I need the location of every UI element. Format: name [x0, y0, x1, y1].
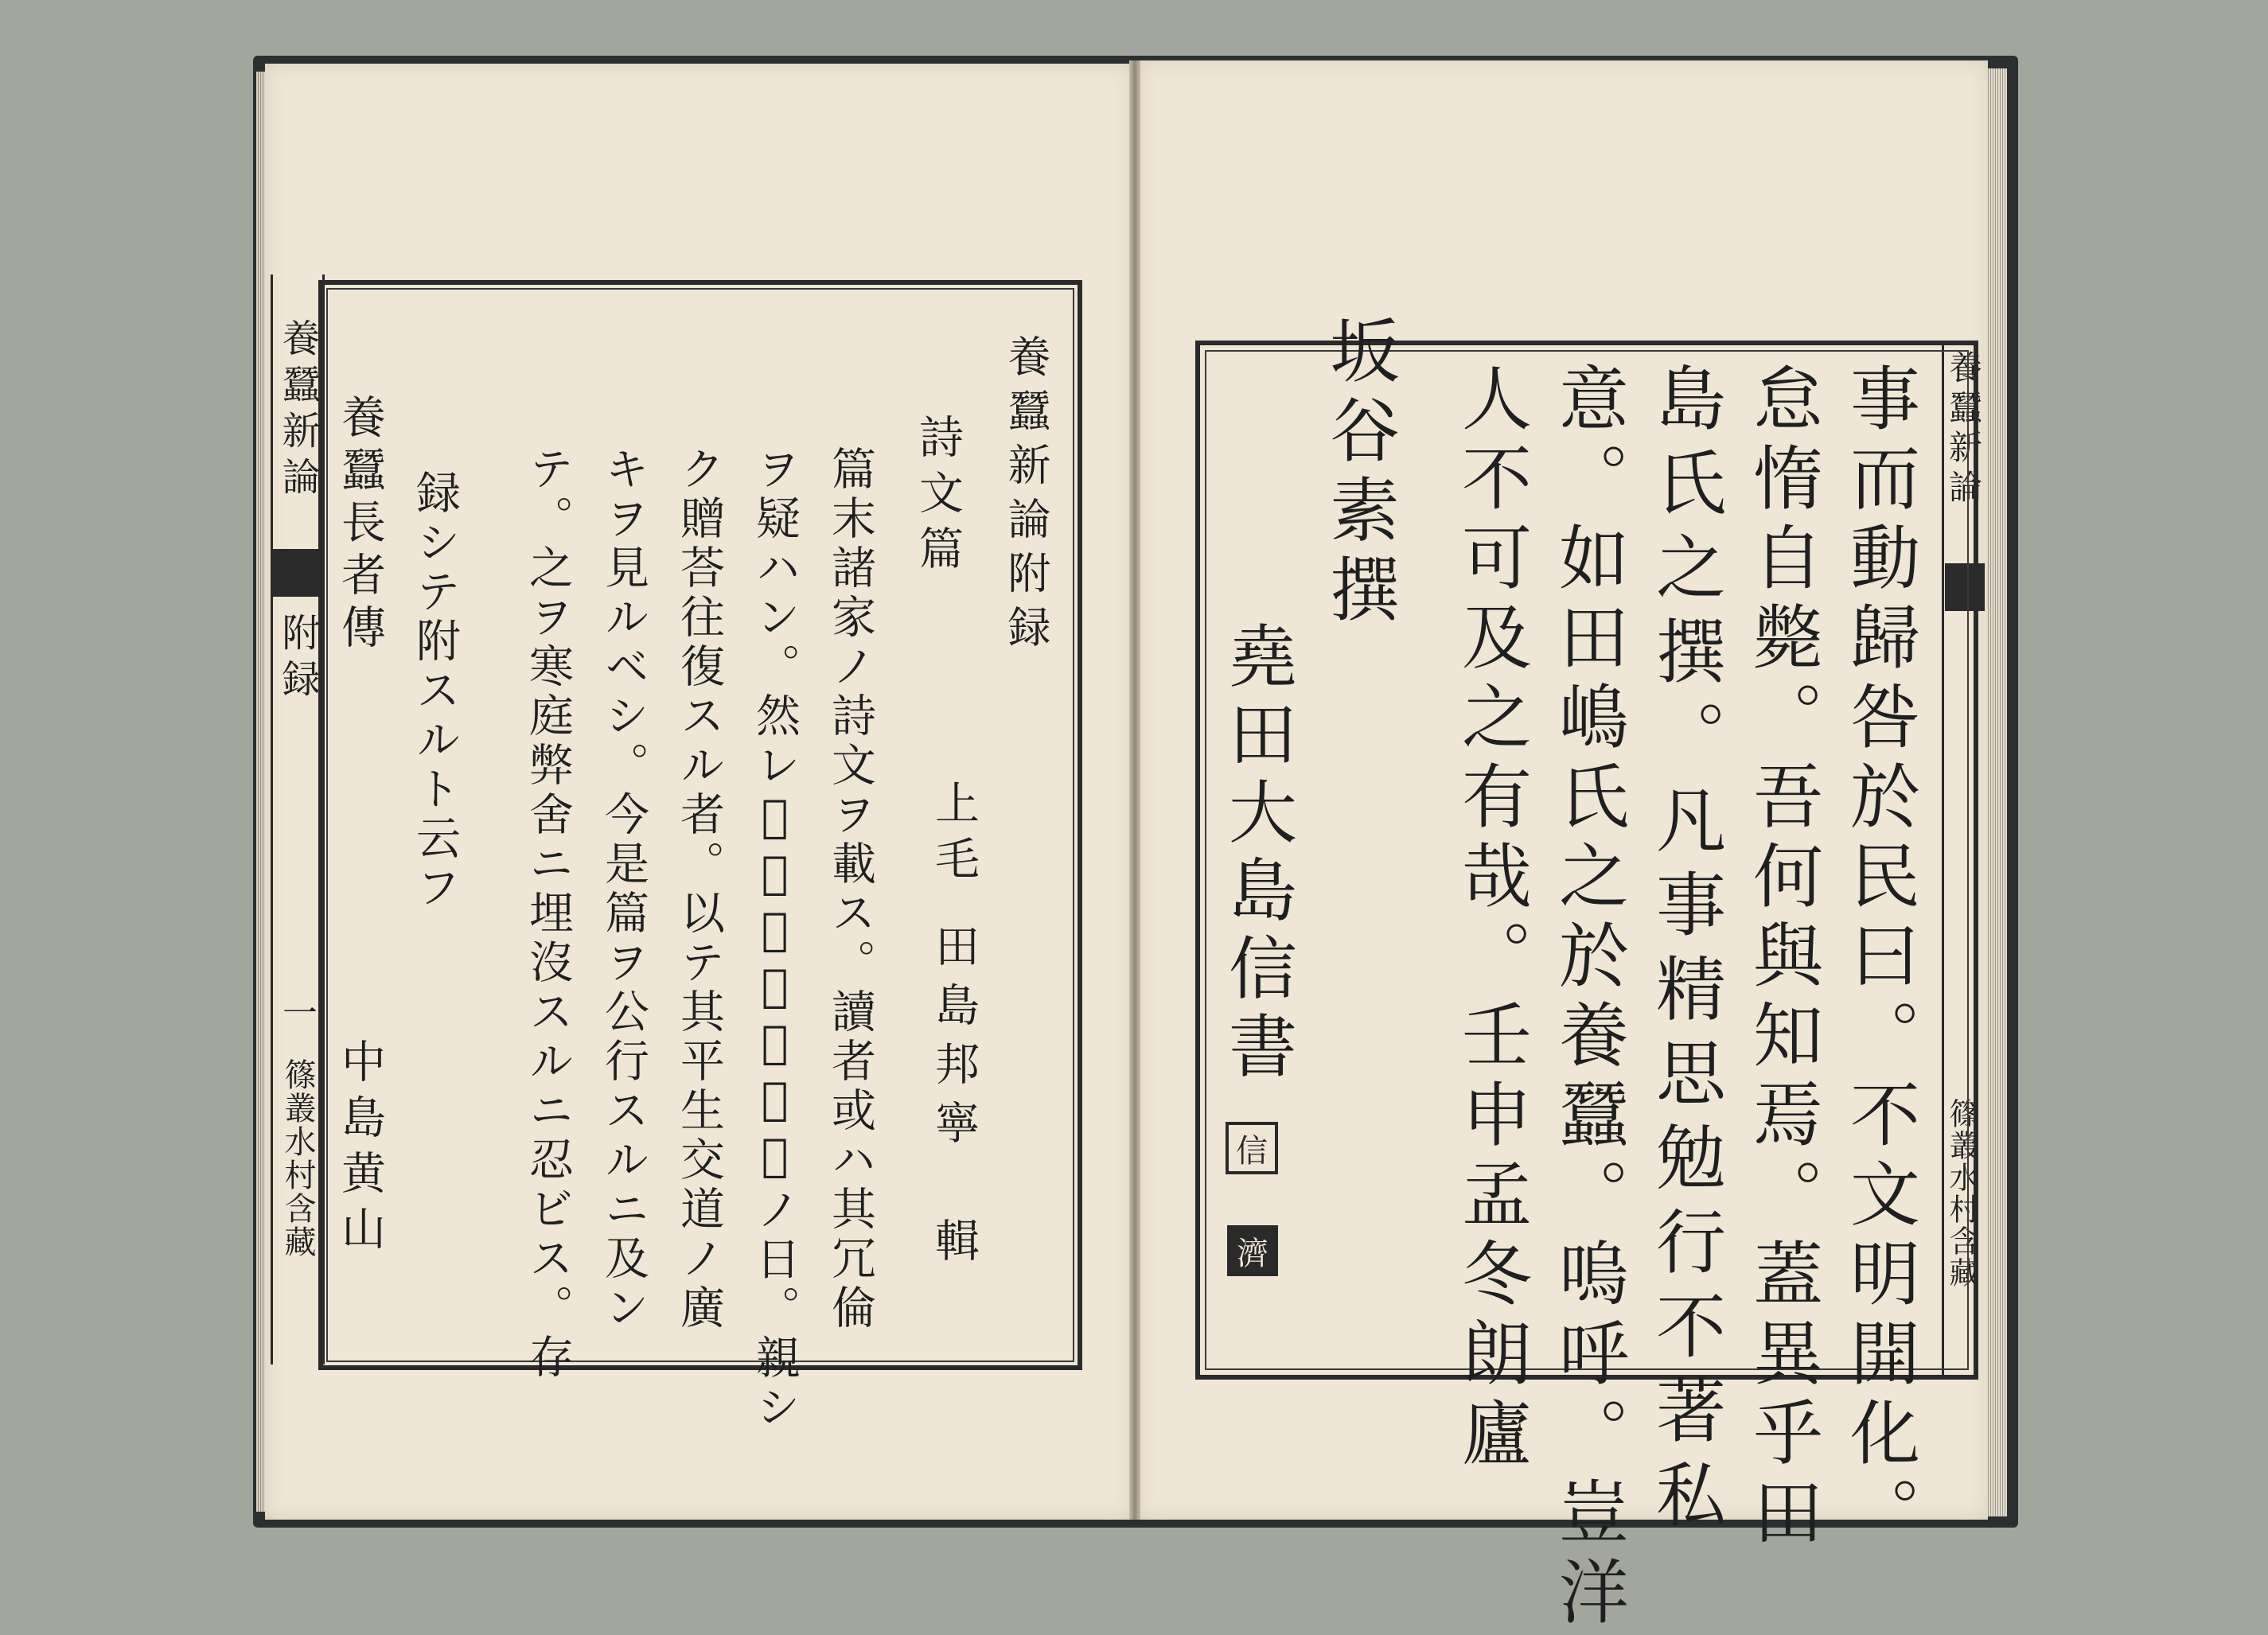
author-name: 中島黄山: [334, 1038, 386, 1261]
right-body-line-6: 坂谷素撰: [1319, 314, 1401, 633]
right-body-line-1: 事而動歸咎於民曰。不文明開化。: [1839, 362, 1921, 1555]
seal-stamp-2: [1227, 1225, 1278, 1276]
left-heading-column: 養蠶新論附録: [1001, 334, 1051, 659]
left-margin-black-band: [273, 549, 322, 597]
left-margin-section: 附録: [275, 613, 320, 705]
editor-name: 田島邦寧: [928, 923, 980, 1158]
right-margin-title: 養蠶新論: [1944, 350, 1983, 509]
page-edges-right: [1986, 68, 2007, 1516]
left-margin-title: 養蠶新論: [275, 318, 320, 503]
right-margin-owner: 篠叢水村含藏: [1944, 1098, 1979, 1289]
left-margin-page-number: 一: [276, 995, 317, 1030]
left-margin-owner: 篠叢水村含藏: [279, 1058, 316, 1259]
section-title: 詩文篇: [912, 414, 964, 581]
editor-role: 輯: [928, 1217, 980, 1267]
right-body-line-4: 意。如田嶋氏之於養蠶。嗚呼。豈洋: [1548, 362, 1630, 1635]
seal-stamp-1: [1226, 1122, 1278, 1174]
left-body-line-6: 録シテ附スルト云フ: [409, 469, 461, 913]
editor-place: 上毛: [928, 780, 980, 891]
sub-title: 養蠶長者傳: [334, 394, 386, 656]
left-body-line-3: ク贈荅往復スル者。以テ其平生交道ノ廣: [673, 446, 725, 1333]
seal-2-text: 濟: [1237, 1235, 1268, 1272]
right-body-line-2: 怠惰自斃。吾何與知焉。蓋異乎田: [1742, 362, 1824, 1555]
book-gutter: [1129, 60, 1140, 1520]
right-body-line-5: 人不可及之有哉。壬申孟冬朗廬: [1451, 362, 1533, 1476]
left-body-line-5: テ。之ヲ寒庭弊舍ニ埋沒スルニ忍ビス。存: [522, 446, 574, 1383]
left-body-line-4: キヲ見ルベシ。今是篇ヲ公行スルニ及ン: [598, 446, 649, 1333]
left-body-line-1: 篇末諸家ノ詩文ヲ載ス。讀者或ハ其冗倫: [824, 446, 876, 1333]
left-body-line-2: ヲ疑ハン。然レ𪜈此皆先考生存ノ日。親シ: [749, 446, 801, 1433]
right-body-line-3: 島氏之撰。凡事精思勉行不著私: [1645, 362, 1727, 1543]
seal-1-text: 信: [1236, 1132, 1268, 1170]
signature: 堯田大島信書: [1217, 621, 1296, 1088]
